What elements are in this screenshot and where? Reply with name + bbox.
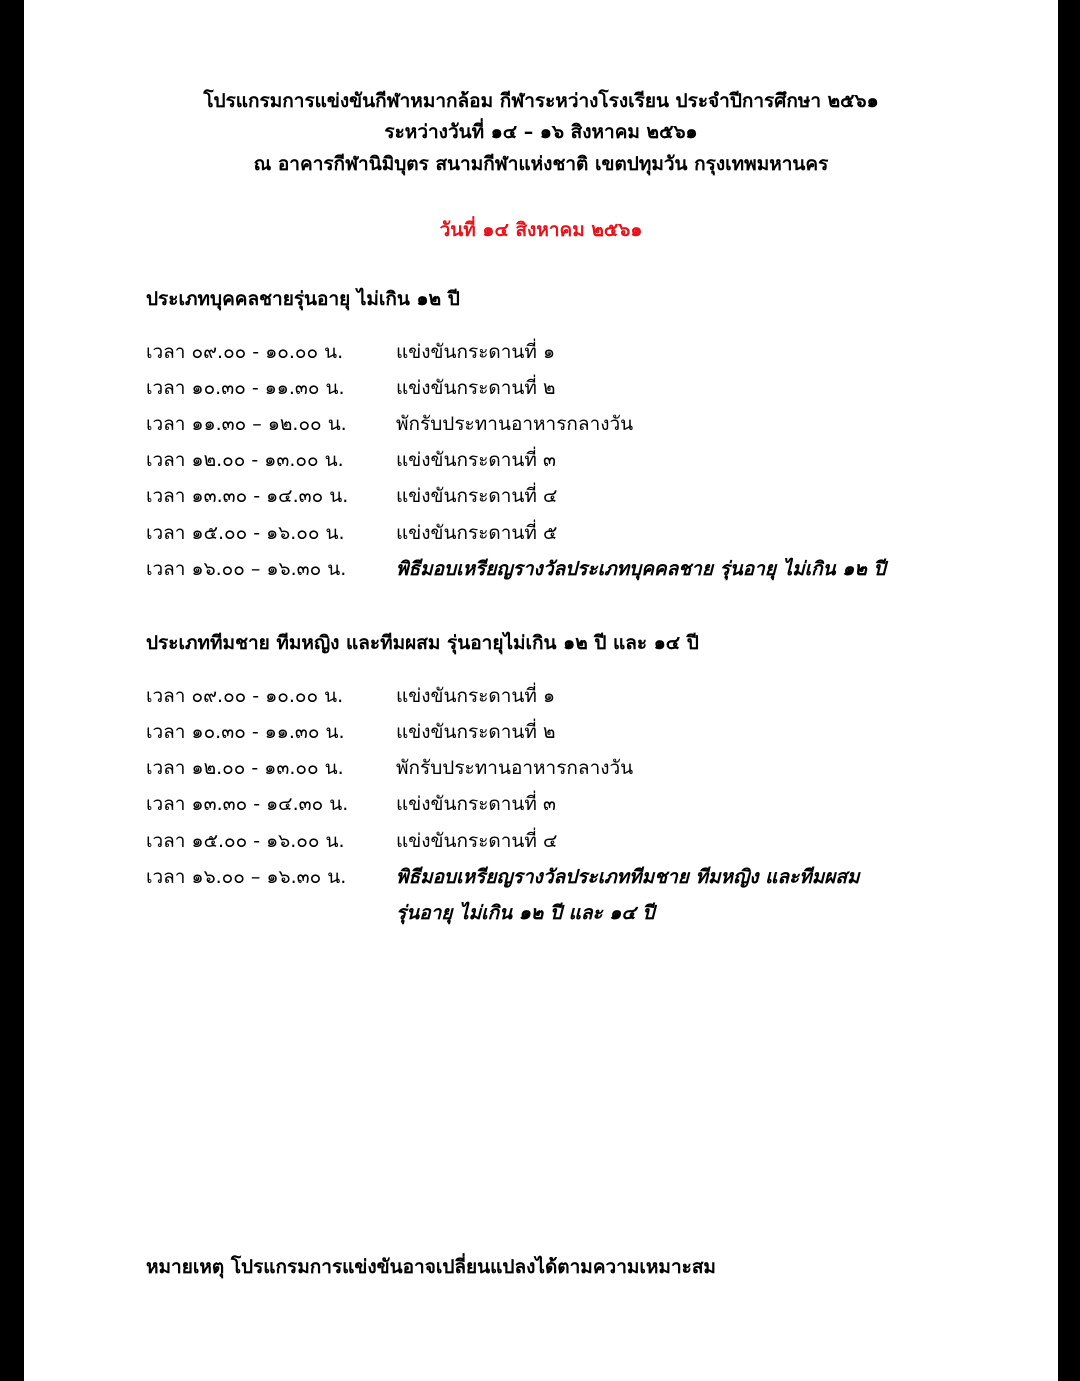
ceremony-event-continuation: รุ่นอายุ ไม่เกิน ๑๒ ปี และ ๑๔ ปี (396, 902, 655, 924)
ceremony-event: พิธีมอบเหรียญรางวัลประเภททีมชาย ทีมหญิง และทีมผสม (396, 866, 860, 888)
schedule-event: แข่งขันกระดานที่ ๒ (396, 377, 556, 399)
schedule-event: พักรับประทานอาหารกลางวัน (396, 413, 634, 435)
schedule-event: แข่งขันกระดานที่ ๑ (396, 685, 556, 707)
day-heading: วันที่ ๑๔ สิงหาคม ๒๕๖๑ (439, 219, 643, 241)
schedule-event: แข่งขันกระดานที่ ๕ (396, 522, 558, 544)
schedule-event: พักรับประทานอาหารกลางวัน (396, 757, 634, 779)
section-title-individual-boys: ประเภทบุคคลชายรุ่นอายุ ไม่เกิน ๑๒ ปี (146, 288, 460, 310)
schedule-event: แข่งขันกระดานที่ ๓ (396, 449, 556, 471)
date-range: ระหว่างวันที่ ๑๔ – ๑๖ สิงหาคม ๒๕๖๑ (384, 121, 698, 143)
schedule-time: เวลา ๑๖.๐๐ – ๑๖.๓๐ น. (146, 866, 347, 888)
schedule-time: เวลา ๐๙.๐๐ - ๑๐.๐๐ น. (146, 685, 344, 707)
schedule-time: เวลา ๑๐.๓๐ - ๑๑.๓๐ น. (146, 377, 345, 399)
venue: ณ อาคารกีฬานิมิบุตร สนามกีฬาแห่งชาติ เขตปทุมวัน กรุงเทพมหานคร (253, 153, 829, 175)
schedule-event: แข่งขันกระดานที่ ๒ (396, 721, 556, 743)
document-page (24, 0, 1058, 1381)
schedule-time: เวลา ๑๒.๐๐ - ๑๓.๐๐ น. (146, 449, 344, 471)
schedule-time: เวลา ๑๓.๓๐ - ๑๔.๓๐ น. (146, 485, 349, 507)
schedule-time: เวลา ๑๓.๓๐ - ๑๔.๓๐ น. (146, 793, 349, 815)
footnote: หมายเหตุ โปรแกรมการแข่งขันอาจเปลี่ยนแปลงได้ตามความเหมาะสม (146, 1256, 716, 1278)
schedule-time: เวลา ๑๒.๐๐ - ๑๓.๐๐ น. (146, 757, 344, 779)
schedule-event: แข่งขันกระดานที่ ๑ (396, 341, 556, 363)
schedule-time: เวลา ๑๕.๐๐ - ๑๖.๐๐ น. (146, 830, 345, 852)
schedule-time: เวลา ๑๐.๓๐ - ๑๑.๓๐ น. (146, 721, 345, 743)
schedule-event: แข่งขันกระดานที่ ๓ (396, 793, 556, 815)
schedule-event: แข่งขันกระดานที่ ๔ (396, 830, 558, 852)
schedule-time: เวลา ๑๑.๓๐ – ๑๒.๐๐ น. (146, 413, 347, 435)
schedule-event: แข่งขันกระดานที่ ๔ (396, 485, 558, 507)
schedule-time: เวลา ๑๖.๐๐ – ๑๖.๓๐ น. (146, 558, 347, 580)
schedule-time: เวลา ๐๙.๐๐ - ๑๐.๐๐ น. (146, 341, 344, 363)
section-title-teams: ประเภททีมชาย ทีมหญิง และทีมผสม รุ่นอายุไม่เกิน ๑๒ ปี และ ๑๔ ปี (146, 632, 699, 654)
schedule-time: เวลา ๑๕.๐๐ - ๑๖.๐๐ น. (146, 522, 345, 544)
document-title: โปรแกรมการแข่งขันกีฬาหมากล้อม กีฬาระหว่างโรงเรียน ประจำปีการศึกษา ๒๕๖๑ (203, 90, 879, 112)
ceremony-event: พิธีมอบเหรียญรางวัลประเภทบุคคลชาย รุ่นอายุ ไม่เกิน ๑๒ ปี (396, 558, 886, 580)
